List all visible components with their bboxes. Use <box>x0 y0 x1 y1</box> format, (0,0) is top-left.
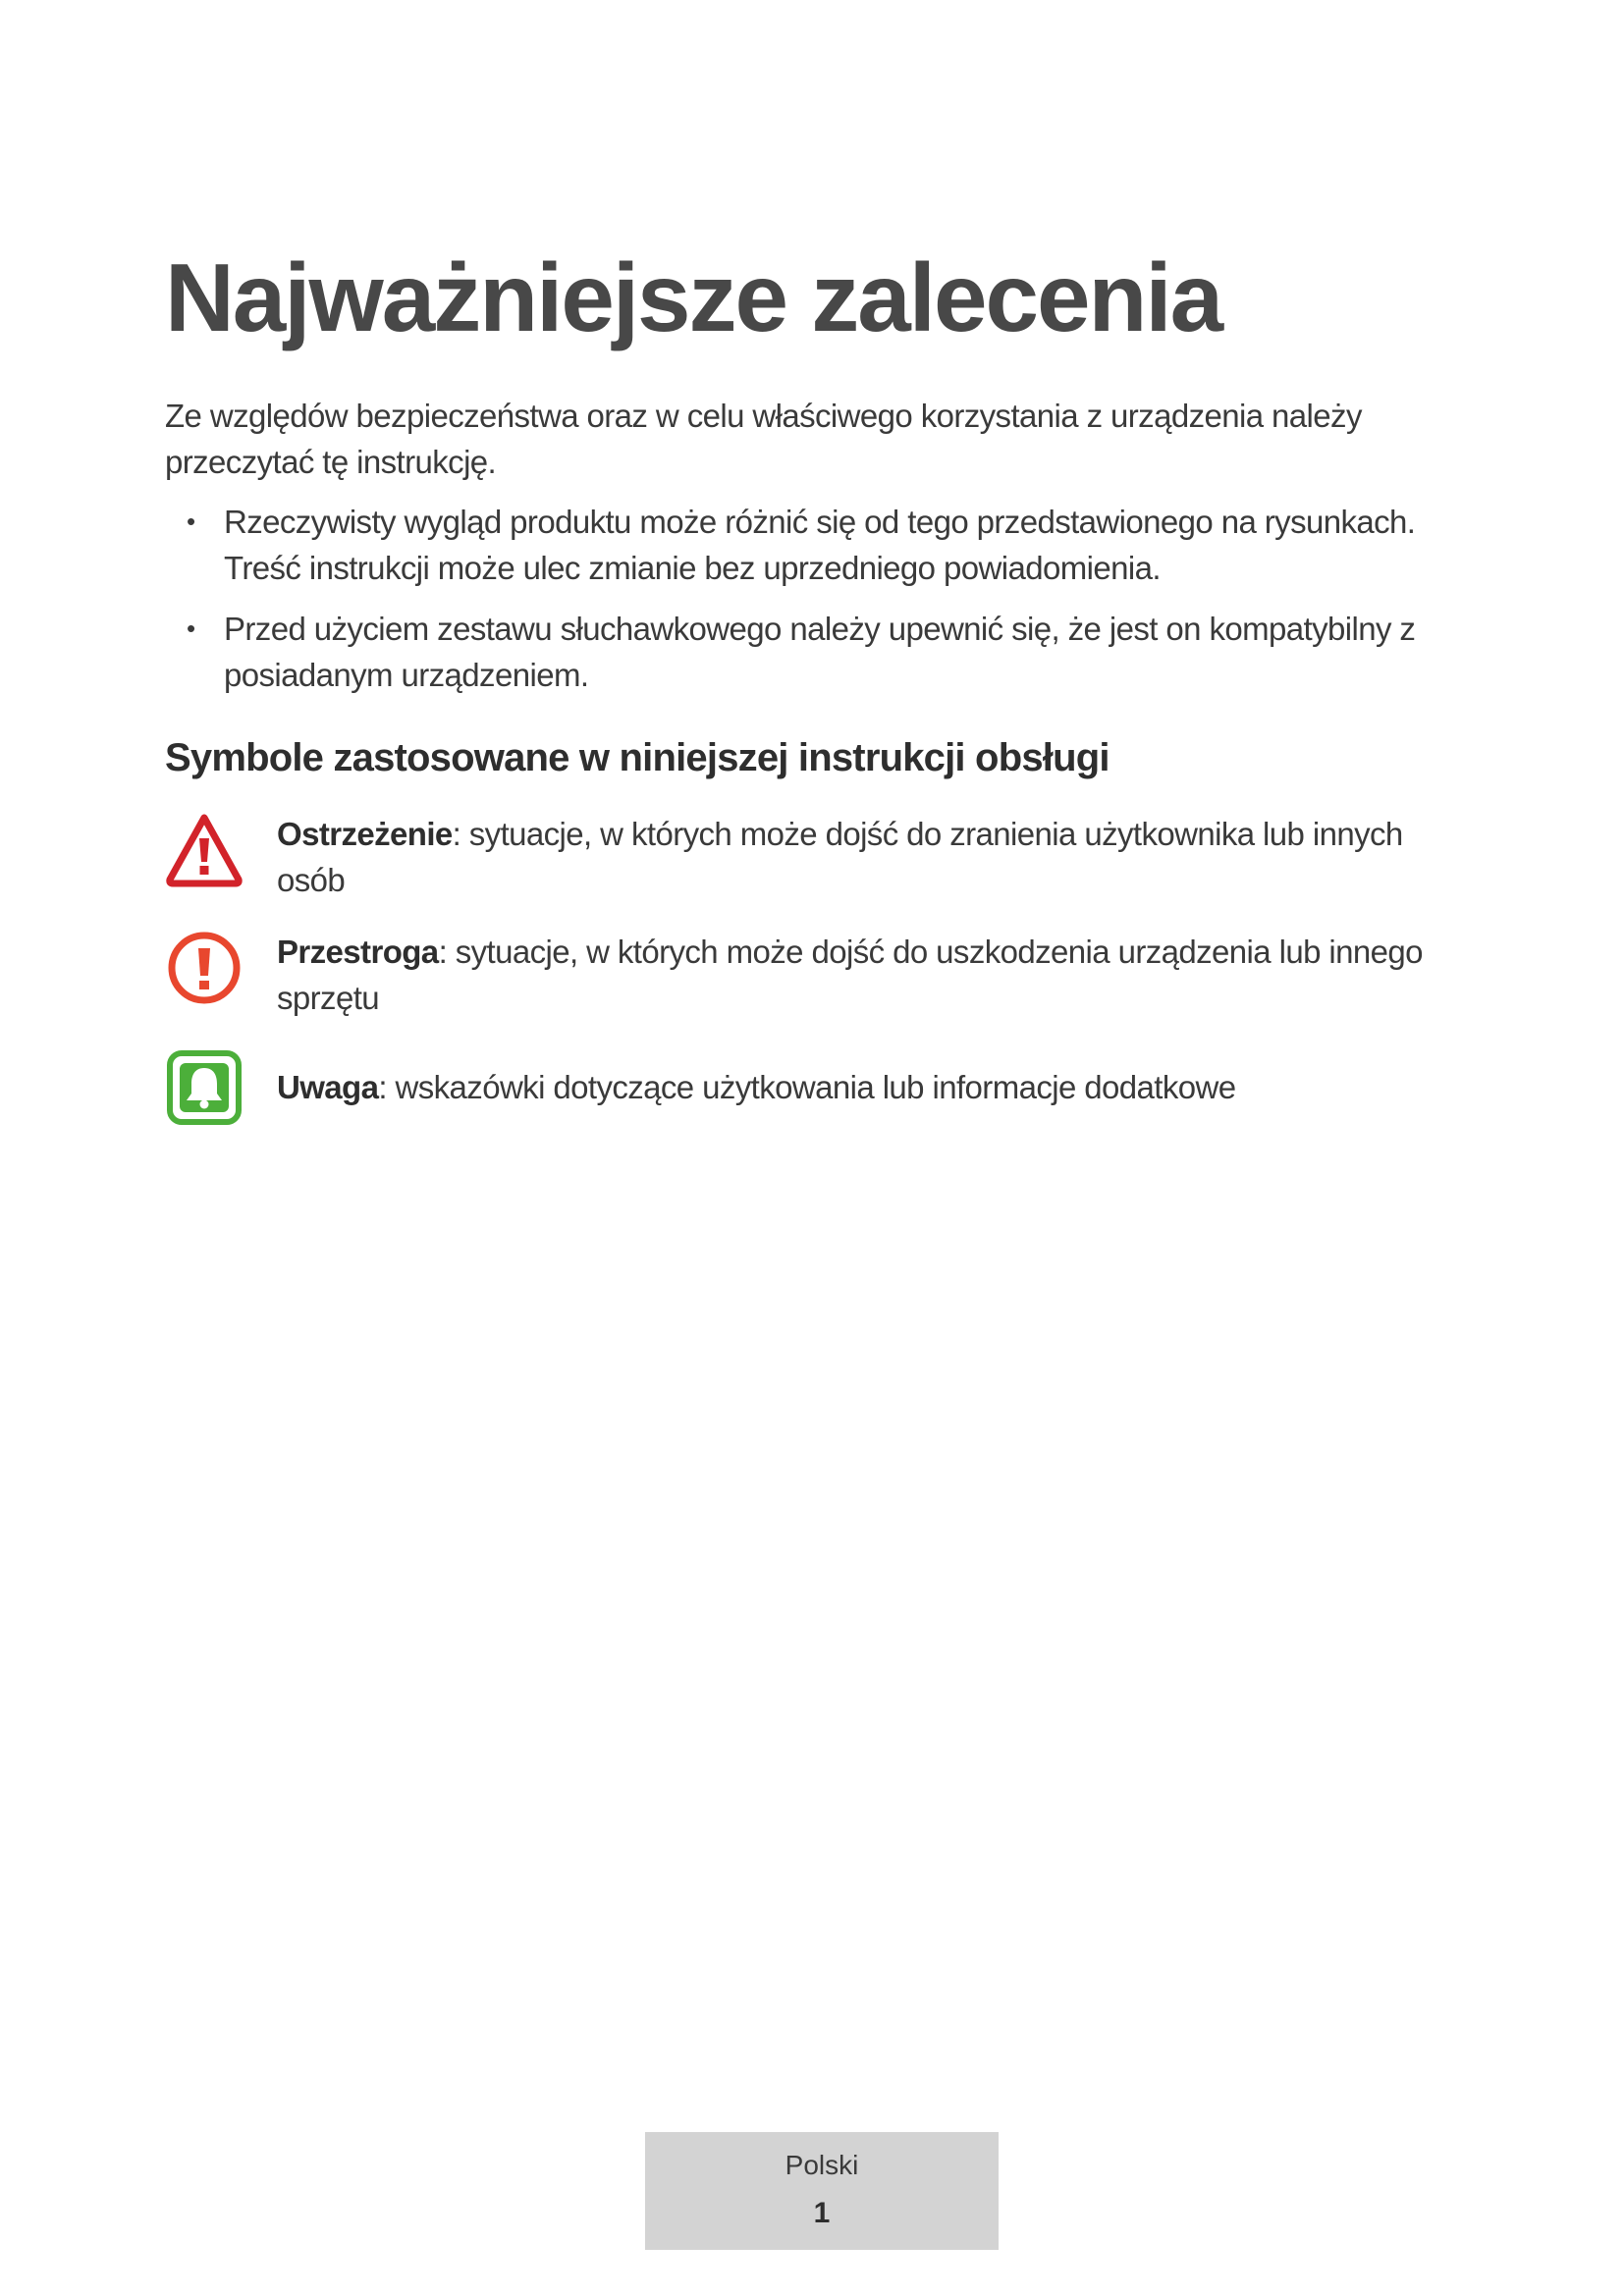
symbol-term: Przestroga <box>277 934 439 970</box>
caution-circle-icon <box>165 929 244 1007</box>
symbol-term: Ostrzeżenie <box>277 816 453 852</box>
symbol-description: : wskazówki dotyczące użytkowania lub informacje dodatkowe <box>378 1069 1236 1105</box>
list-item <box>165 499 1481 591</box>
symbol-text-note <box>277 1064 1475 1110</box>
footer-language: Polski <box>785 2150 859 2180</box>
symbol-description: : sytuacje, w których może dojść do uszkodzenia urządzenia lub innego sprzętu <box>277 934 1423 1016</box>
page-footer <box>645 2132 999 2250</box>
symbol-description: : sytuacje, w których może dojść do zranienia użytkownika lub innych osób <box>277 816 1403 898</box>
notes-list <box>165 499 1481 713</box>
symbol-text-caution <box>277 929 1475 1021</box>
intro-paragraph: Ze względów bezpieczeństwa oraz w celu właściwego korzystania z urządzenia należy przeczytać tę instrukcję. <box>165 398 1362 480</box>
bell-note-icon <box>165 1048 244 1127</box>
list-item <box>165 606 1481 698</box>
bullet-text: Rzeczywisty wygląd produktu może różnić się od tego przedstawionego na rysunkach. Treść instrukcji może ulec zmianie bez uprzedniego powiadomienia. <box>224 504 1416 586</box>
warning-triangle-icon <box>165 811 244 889</box>
bullet-dot: • <box>187 507 195 536</box>
bullet-text: Przed użyciem zestawu słuchawkowego należy upewnić się, że jest on kompatybilny z posiadanym urządzeniem. <box>224 611 1416 693</box>
page-title: Najważniejsze zalecenia <box>165 243 1222 351</box>
symbols-heading: Symbole zastosowane w niniejszej instrukcji obsługi <box>165 736 1110 779</box>
symbol-text-warning <box>277 811 1475 903</box>
page-number: 1 <box>813 2197 831 2229</box>
bullet-dot: • <box>187 614 195 643</box>
symbol-term: Uwaga <box>277 1069 379 1105</box>
